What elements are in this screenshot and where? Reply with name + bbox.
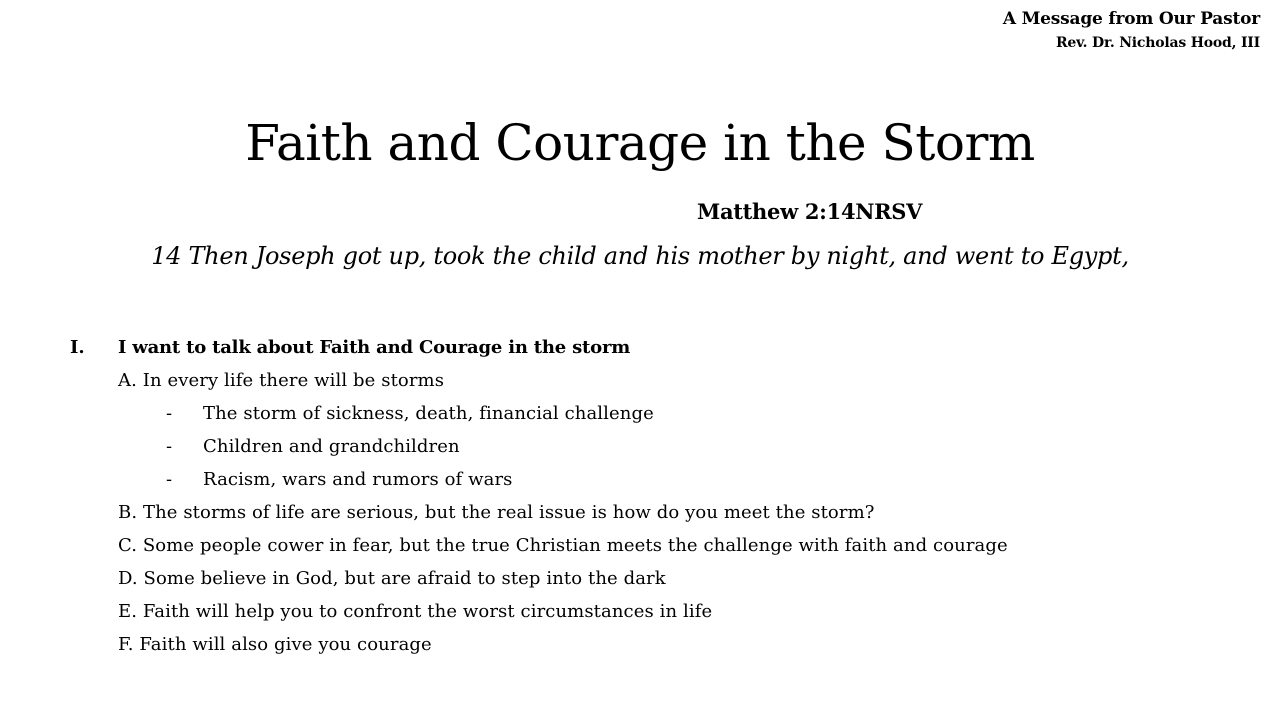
outline-point-f	[0, 630, 1280, 663]
outline-point-d-text: D. Some believe in God, but are afraid to step into the dark	[118, 568, 666, 589]
scripture-verse: 14 Then Joseph got up, took the child and his mother by night, and went to Egypt,	[151, 242, 1129, 270]
header-message-label: A Message from Our Pastor	[1002, 9, 1260, 29]
sermon-title: Faith and Courage in the Storm	[245, 114, 1035, 172]
outline-main-point: I want to talk about Faith and Courage in the storm	[118, 337, 631, 358]
bullet-text: Racism, wars and rumors of wars	[203, 469, 513, 490]
outline-numeral: I.	[70, 337, 85, 358]
outline-main-row	[0, 333, 1280, 366]
outline-point-b-text: B. The storms of life are serious, but the real issue is how do you meet the storm?	[118, 502, 875, 523]
bullet-dash: -	[166, 436, 173, 457]
sermon-outline	[0, 333, 1280, 663]
outline-point-a	[0, 366, 1280, 399]
outline-point-c	[0, 531, 1280, 564]
header-pastor-name: Rev. Dr. Nicholas Hood, III	[1056, 35, 1260, 51]
bullet-text: The storm of sickness, death, financial challenge	[203, 403, 654, 424]
outline-point-a-text: A. In every life there will be storms	[118, 370, 445, 391]
outline-bullet-1	[0, 399, 1280, 432]
outline-point-e-text: E. Faith will help you to confront the worst circumstances in life	[118, 601, 713, 622]
outline-point-c-text: C. Some people cower in fear, but the true Christian meets the challenge with faith and courage	[118, 535, 1008, 556]
bullet-dash: -	[166, 469, 173, 490]
scripture-reference: Matthew 2:14NRSV	[697, 199, 923, 224]
bullet-text: Children and grandchildren	[203, 436, 460, 457]
outline-point-b	[0, 498, 1280, 531]
bullet-dash: -	[166, 403, 173, 424]
outline-point-e	[0, 597, 1280, 630]
header-block	[1003, 7, 1260, 55]
outline-bullet-3	[0, 465, 1280, 498]
outline-point-d	[0, 564, 1280, 597]
outline-bullet-2	[0, 432, 1280, 465]
outline-point-f-text: F. Faith will also give you courage	[118, 634, 432, 655]
